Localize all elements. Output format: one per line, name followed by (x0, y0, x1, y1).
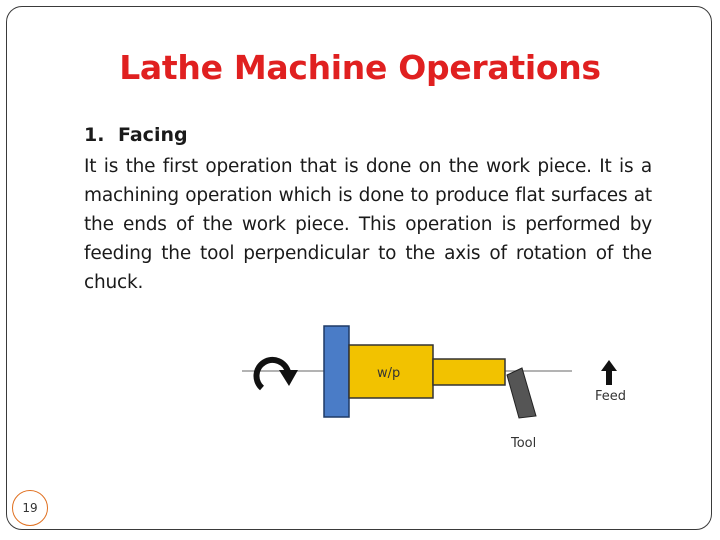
slide-title: Lathe Machine Operations (119, 48, 601, 87)
cutting-tool (507, 368, 536, 418)
tool-label: Tool (511, 436, 537, 451)
rotation-arrow-icon (256, 360, 298, 388)
feed-label: Feed (595, 389, 627, 404)
section-number: 1. (84, 124, 105, 146)
workpiece-label: w/p (377, 366, 401, 381)
page-number: 19 (22, 501, 38, 515)
section-title: Facing (118, 124, 188, 146)
chuck (324, 326, 349, 417)
feed-arrow-icon (601, 360, 617, 385)
workpiece-end (433, 359, 505, 385)
page-number-badge (12, 490, 48, 526)
section-body-text: It is the first operation that is done on the work piece. It is a machining operation which is done to produce flat surfaces at the ends of the work piece. This operation is performed by feeding the tool perpendicular to the axis of rotation of the chuck. (84, 156, 652, 293)
